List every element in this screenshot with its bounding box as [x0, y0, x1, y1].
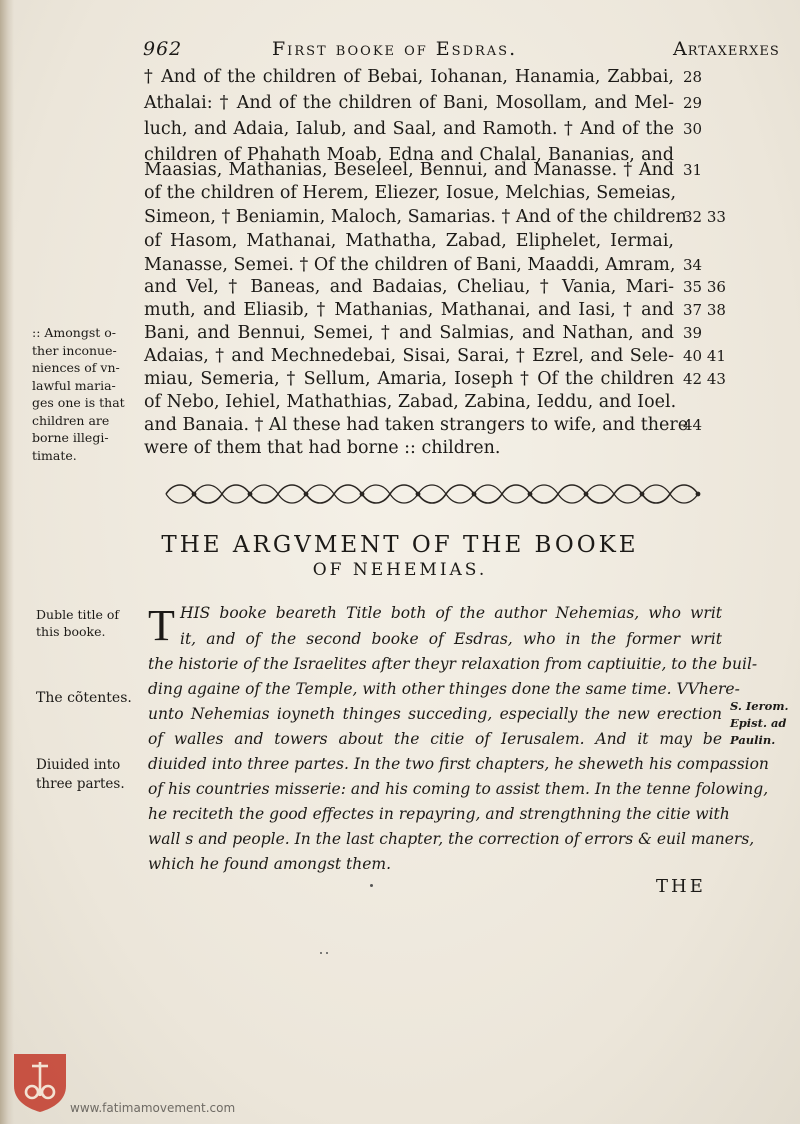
- argument-line: of his countries misserie: and his coming to assist them. In the tenne folowing,: [148, 780, 769, 798]
- margin-note-line: three partes.: [36, 776, 125, 792]
- body-line: of the children of Herem, Eliezer, Iosue, Melchias, Semeias,: [144, 183, 677, 203]
- paper-speck: [326, 952, 328, 954]
- paper-speck: [320, 952, 322, 954]
- catchword: THE: [656, 876, 706, 897]
- margin-note-source: [730, 698, 789, 749]
- verse-number: 29: [683, 94, 703, 112]
- verse-number: 40 41: [683, 347, 726, 365]
- paper-speck: [370, 884, 373, 887]
- verse-number: 39: [683, 324, 703, 342]
- running-title: First booke of Esdras.: [272, 38, 518, 60]
- margin-note-line: borne illegi-: [32, 430, 109, 445]
- body-line: muth, and Eliasib, † Mathanias, Mathanai, and Iasi, † and: [144, 300, 674, 320]
- ornamental-band: [160, 480, 708, 508]
- argument-line: which he found amongst them.: [148, 855, 392, 873]
- argument-line: wall s and people. In the last chapter, the correction of errors & euil maners,: [148, 830, 755, 848]
- argument-line: he reciteth the good effectes in repayring, and strengthning the citie with: [148, 805, 730, 823]
- margin-note-line: Epist. ad: [730, 716, 787, 730]
- fatima-movement-logo: [12, 1052, 68, 1114]
- running-head-right: Artaxerxes: [673, 38, 780, 60]
- margin-note-contents: The cõtentes.: [36, 690, 132, 706]
- page-number: 962: [143, 38, 183, 60]
- verse-number: 34: [683, 256, 703, 274]
- body-line: Manasse, Semei. † Of the children of Bani, Maaddi, Amram,: [144, 255, 676, 275]
- verse-number: [683, 228, 753, 254]
- body-line: were of them that had borne :: children.: [144, 438, 501, 458]
- body-line: † And of the children of Bebai, Iohanan, Hanamia, Zabbai,: [144, 67, 674, 87]
- argument-line: the historie of the Israelites after theyr relaxation from captiuitie, to the buil-: [148, 655, 758, 673]
- margin-note-line: niences of vn-: [32, 360, 120, 375]
- margin-note-line: children are: [32, 412, 110, 428]
- body-line: of Hasom, Mathanai, Mathatha, Zabad, Eliphelet, Iermai,: [144, 231, 674, 251]
- argument-line: of walles and towers about the citie of Ierusalem. And it may be: [148, 730, 722, 748]
- body-line: luch, and Adaia, Ialub, and Saal, and Ramoth. † And of the: [144, 119, 674, 139]
- argument-line: ding againe of the Temple, with other thinges done the same time. VVhere-: [148, 680, 740, 698]
- argument-title: THE ARGVMENT OF THE BOOKE: [161, 532, 639, 558]
- body-line: Simeon, † Beniamin, Maloch, Samarias. † And of the children: [144, 207, 687, 227]
- margin-note-division: [36, 756, 125, 794]
- body-line: miau, Semeria, † Sellum, Amaria, Ioseph † Of the children: [144, 369, 674, 389]
- argument-subtitle: OF NEHEMIAS.: [312, 560, 488, 580]
- margin-note-unlawful-marriages: [32, 324, 144, 464]
- body-line: Maasias, Mathanias, Beseleel, Bennui, and Manasse. † And: [144, 160, 674, 180]
- margin-note-line: :: Amongst o-: [32, 325, 117, 340]
- margin-note-line: Duble title of: [36, 607, 120, 622]
- verse-number: 32 33: [683, 208, 726, 226]
- argument-line: it, and of the second booke of Esdras, who in the former writ: [180, 630, 722, 648]
- footer-url[interactable]: www.fatimamovement.com: [70, 1101, 236, 1115]
- margin-note-line: lawful maria-: [32, 377, 116, 393]
- drop-cap: T: [148, 601, 175, 650]
- verse-number: 31: [683, 161, 703, 179]
- margin-note-line: ther inconue-: [32, 342, 117, 358]
- margin-note-duble-title: [36, 606, 119, 640]
- body-line: Bani, and Bennui, Semei, † and Salmias, and Nathan, and: [144, 323, 674, 343]
- body-line: of Nebo, Iehiel, Mathathias, Zabad, Zabina, Ieddu, and Ioel.: [144, 392, 677, 412]
- margin-note-line: this booke.: [36, 624, 106, 639]
- body-line: children of Phahath Moab, Edna and Chalal, Bananias, and: [144, 145, 674, 165]
- verse-number: 44: [683, 416, 703, 434]
- verse-number: 30: [683, 120, 703, 138]
- verse-number: 28: [683, 68, 703, 86]
- margin-note-line: S. Ierom.: [730, 699, 789, 713]
- verse-number: 42 43: [683, 370, 726, 388]
- margin-note-line: timate.: [32, 447, 77, 463]
- argument-line: unto Nehemias ioyneth thinges succeding, especially the new erection: [148, 705, 722, 723]
- body-line: Athalai: † And of the children of Bani, Mosollam, and Mel-: [144, 93, 674, 113]
- body-line: and Vel, † Baneas, and Badaias, Cheliau, † Vania, Mari-: [144, 277, 674, 297]
- argument-line: diuided into three partes. In the two first chapters, he sheweth his compassion: [148, 755, 769, 773]
- verse-number: [683, 180, 753, 206]
- margin-note-line: Diuided into: [36, 757, 121, 773]
- margin-note-line: Paulin.: [730, 733, 776, 747]
- margin-note-line: ges one is that: [32, 395, 125, 410]
- body-line: Adaias, † and Mechnedebai, Sisai, Sarai, † Ezrel, and Sele-: [144, 346, 674, 366]
- verse-number: 37 38: [683, 301, 726, 319]
- verse-number: 35 36: [683, 278, 726, 296]
- body-line: and Banaia. † Al these had taken strangers to wife, and there: [144, 415, 689, 435]
- argument-line: HIS booke beareth Title both of the author Nehemias, who writ: [180, 604, 722, 622]
